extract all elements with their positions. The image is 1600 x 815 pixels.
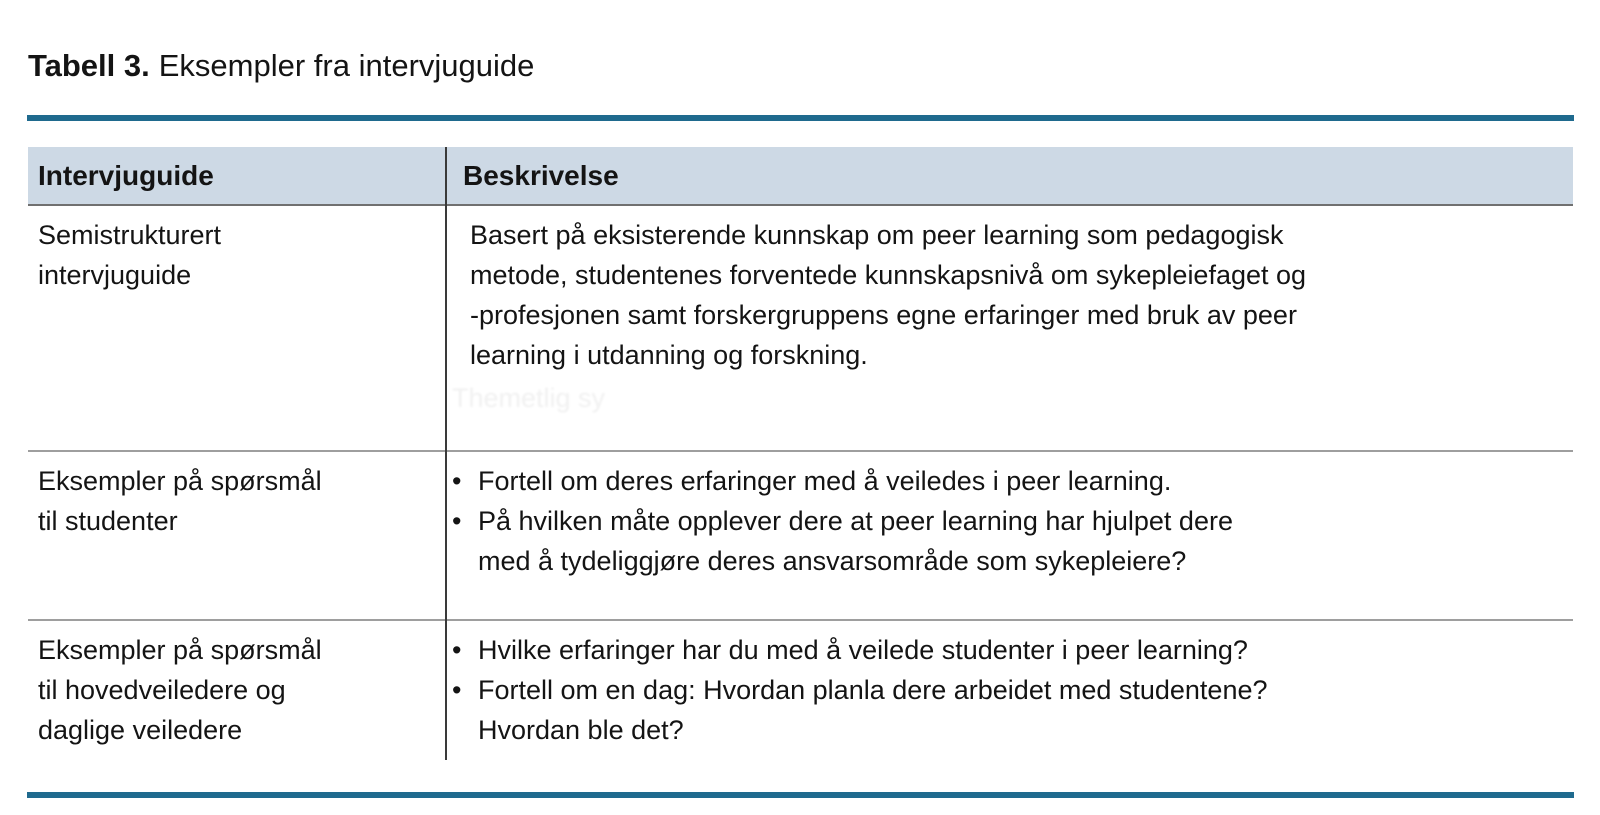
text-line: Hvordan ble det? — [478, 715, 684, 745]
table-row-sporsmal-veiledere — [28, 623, 1573, 763]
table-header-row — [28, 147, 1573, 206]
text-line: learning i utdanning og forskning. — [470, 340, 868, 370]
bullet-item — [452, 670, 1573, 750]
table-row-semistrukturert — [28, 208, 1573, 452]
text-line: til studenter — [38, 506, 178, 536]
table-row-sporsmal-studenter — [28, 454, 1573, 621]
bullet-icon — [452, 461, 478, 501]
bullet-item — [452, 630, 1573, 670]
text-line: Eksempler på spørsmål — [38, 466, 322, 496]
bullet-text — [478, 461, 1171, 501]
text-line: -profesjonen samt forskergruppens egne erfaringer med bruk av peer — [470, 300, 1297, 330]
text-line: med å tydeliggjøre deres ansvarsområde som sykepleiere? — [478, 546, 1187, 576]
text-line: metode, studentenes forventede kunnskapsnivå om sykepleiefaget og — [470, 260, 1307, 290]
bullet-icon — [452, 501, 478, 581]
table-caption-number: Tabell 3. — [28, 48, 150, 83]
cell-description — [446, 623, 1573, 763]
table-caption-text: Eksempler fra intervjuguide — [158, 48, 535, 83]
bullet-icon — [452, 670, 478, 750]
cell-guide — [28, 454, 446, 619]
bullet-text — [478, 630, 1248, 670]
cell-description — [446, 454, 1573, 619]
cell-guide — [28, 208, 446, 450]
column-header-intervjuguide: Intervjuguide — [38, 159, 214, 191]
top-rule — [27, 115, 1574, 121]
bullet-icon — [452, 630, 478, 670]
text-line: Fortell om deres erfaringer med å veiledes i peer learning. — [478, 466, 1172, 496]
text-line: Fortell om en dag: Hvordan planla dere arbeidet med studentene? — [478, 675, 1268, 705]
text-line: Semistrukturert — [38, 220, 222, 250]
text-line: Basert på eksisterende kunnskap om peer learning som pedagogisk — [470, 220, 1284, 250]
bullet-text — [478, 501, 1233, 581]
bullet-item — [452, 501, 1573, 581]
text-line: intervjuguide — [38, 260, 192, 290]
cell-description — [446, 208, 1573, 450]
text-line: daglige veiledere — [38, 715, 243, 745]
text-line: Eksempler på spørsmål — [38, 635, 322, 665]
column-header-beskrivelse: Beskrivelse — [463, 159, 619, 191]
description-paragraph — [470, 215, 1573, 375]
cell-guide — [28, 623, 446, 763]
text-line: til hovedveiledere og — [38, 675, 286, 705]
bottom-rule — [27, 792, 1574, 798]
ghost-remnant-text: Themetlig sy — [452, 383, 606, 413]
text-line: På hvilken måte opplever dere at peer learning har hjulpet dere — [478, 506, 1233, 536]
table-caption — [28, 46, 534, 86]
column-divider — [445, 147, 447, 760]
bullet-item — [452, 461, 1573, 501]
text-line: Hvilke erfaringer har du med å veilede studenter i peer learning? — [478, 635, 1248, 665]
bullet-text — [478, 670, 1268, 750]
